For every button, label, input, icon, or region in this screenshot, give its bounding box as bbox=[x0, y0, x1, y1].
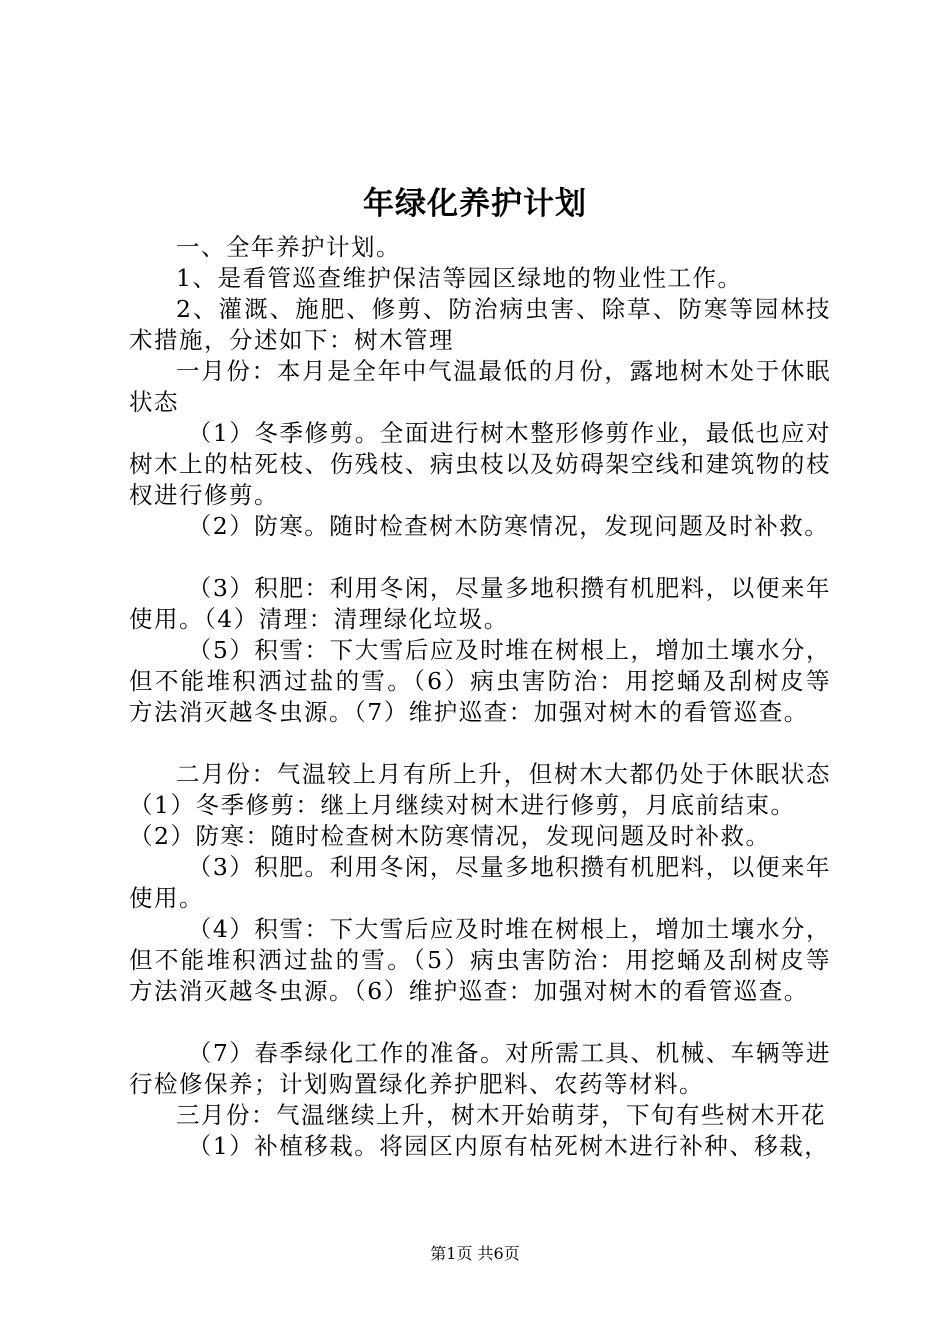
paragraph-9: 二月份：气温较上月有所上升，但树木大都仍处于休眠状态（1）冬季修剪：继上月继续对树木进行修剪，月底前结束。 bbox=[129, 760, 831, 819]
paragraph-1: 一、全年养护计划。 bbox=[176, 233, 401, 261]
paragraph-7: （3）积肥：利用冬闲，尽量多地积攒有机肥料，以便来年使用。（4）清理：清理绿化垃圾。 bbox=[129, 574, 831, 633]
paragraph-5: （1）冬季修剪。全面进行树木整形修剪作业，最低也应对树木上的枯死枝、伤残枝、病虫枝以及妨碍架空线和建筑物的枝杈进行修剪。 bbox=[129, 419, 831, 509]
paragraph-14: 三月份：气温继续上升，树木开始萌芽，下旬有些树木开花 bbox=[176, 1101, 826, 1129]
paragraph-2: 1、是看管巡查维护保洁等园区绿地的物业性工作。 bbox=[176, 264, 743, 292]
paragraph-10: （2）防寒：随时检查树木防寒情况，发现问题及时补救。 bbox=[129, 822, 771, 850]
page-number-footer: 第1页 共6页 bbox=[430, 1244, 520, 1263]
paragraph-8: （5）积雪：下大雪后应及时堆在树根上，增加土壤水分，但不能堆积洒过盐的雪。（6）病虫害防治：用挖蛹及刮树皮等方法消灭越冬虫源。（7）维护巡查：加强对树木的看管巡查。 bbox=[129, 636, 831, 726]
paragraph-11: （3）积肥。利用冬闲，尽量多地积攒有机肥料，以便来年使用。 bbox=[129, 853, 831, 912]
document-body bbox=[129, 232, 831, 1162]
paragraph-13: （7）春季绿化工作的准备。对所需工具、机械、车辆等进行检修保养；计划购置绿化养护肥料、农药等材料。 bbox=[129, 1039, 831, 1098]
paragraph-4: 一月份：本月是全年中气温最低的月份，露地树木处于休眠状态 bbox=[129, 357, 831, 416]
paragraph-15: （1）补植移栽。将园区内原有枯死树木进行补种、移栽， bbox=[187, 1132, 830, 1160]
paragraph-6: （2）防寒。随时检查树木防寒情况，发现问题及时补救。 bbox=[187, 512, 830, 540]
document-title: 年绿化养护计划 bbox=[363, 186, 587, 222]
paragraph-12: （4）积雪：下大雪后应及时堆在树根上，增加土壤水分，但不能堆积洒过盐的雪。（5）病虫害防治：用挖蛹及刮树皮等方法消灭越冬虫源。（6）维护巡查：加强对树木的看管巡查。 bbox=[129, 915, 831, 1005]
paragraph-3: 2、灌溉、施肥、修剪、防治病虫害、除草、防寒等园林技术措施，分述如下：树木管理 bbox=[129, 295, 831, 354]
